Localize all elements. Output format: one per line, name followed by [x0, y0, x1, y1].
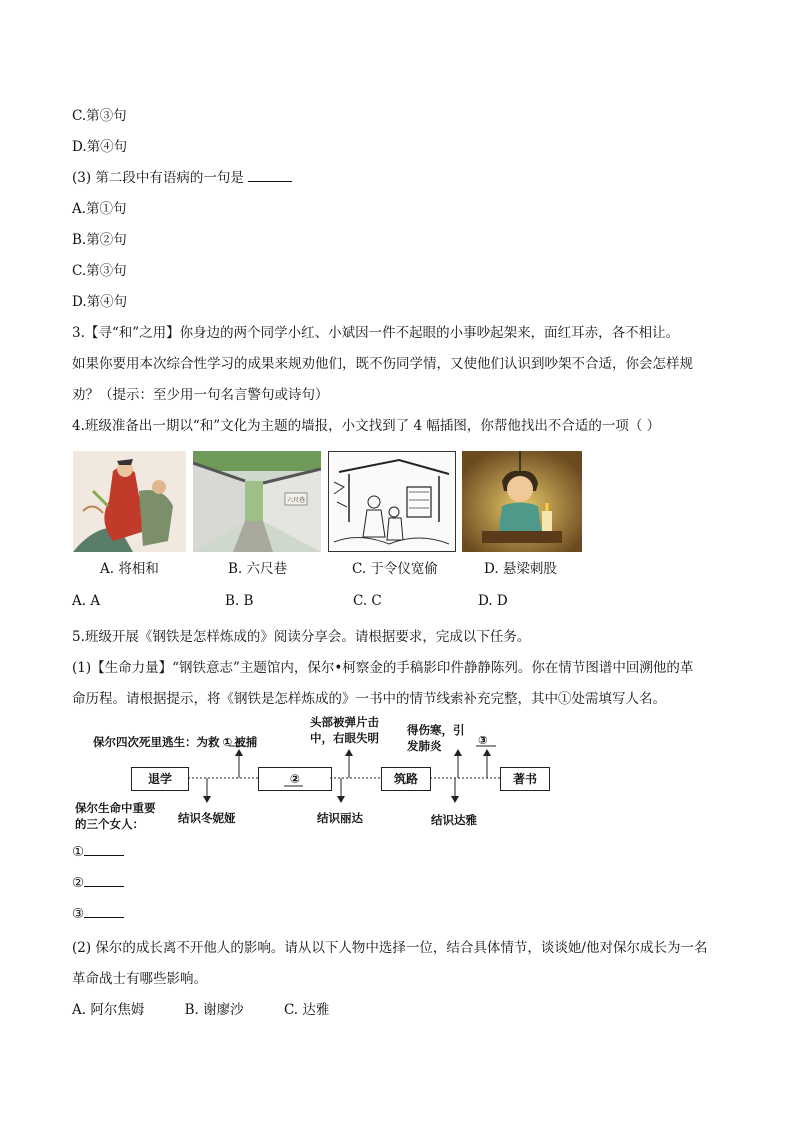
answer-blank-3[interactable]: [84, 905, 124, 918]
q5-sub1-line-1: (1)【生命力量】“钢铁意志”主题馆内，保尔•柯察金的手稿影印件静静陈列。你在情节图谱中回溯他的革: [72, 660, 694, 676]
alley-sign-text: 六尺巷: [286, 497, 306, 504]
diagram-box-road-building: 筑路: [381, 767, 431, 791]
q4-option-a[interactable]: A. A: [72, 593, 101, 609]
choice-taya[interactable]: C. 达雅: [283, 1002, 330, 1018]
answer-line-2: ②: [72, 874, 124, 891]
q2-sub3-option-d: D.第④句: [72, 294, 128, 310]
diagram-meet-rita: 结识丽达: [317, 811, 363, 825]
diagram-box-dropout: 退学: [131, 767, 189, 791]
choice-seryozha[interactable]: B. 谢廖沙: [184, 1002, 244, 1018]
diagram-box-blank-2[interactable]: ②: [258, 767, 332, 791]
q2-option-d: D.第④句: [72, 139, 128, 155]
caption-d: D. 悬梁刺股: [484, 561, 557, 577]
diagram-typhoid-1: 得伤寒，引: [407, 723, 465, 737]
q2-sub3-option-b: B.第②句: [72, 232, 127, 248]
q3-line-2: 如果你要用本次综合性学习的成果来规劝他们，既不伤同学情，又使他们认识到吵架不合适，你会怎样规: [72, 356, 693, 372]
q5-stem: 5.班级开展《钢铁是怎样炼成的》阅读分享会。请根据要求，完成以下任务。: [72, 629, 531, 645]
diagram-escape-label: 保尔四次死里逃生：为救 ① 被捕: [93, 735, 258, 749]
caption-a: A. 将相和: [100, 561, 159, 577]
diagram-box-writing: 著书: [500, 767, 550, 791]
diagram-head-injury-1: 头部被弹片击: [310, 715, 379, 729]
q4-option-c[interactable]: C. C: [353, 593, 382, 609]
q4-stem: 4.班级准备出一期以“和”文化为主题的墙报，小文找到了 4 幅插图，你帮他找出不合适的一项（ ）: [72, 418, 661, 434]
diagram-meet-taya: 结识达雅: [431, 813, 477, 827]
diagram-meet-tonya: 结识冬妮娅: [178, 811, 236, 825]
q3-line-1: 3.【寻“和”之用】你身边的两个同学小红、小斌因一件不起眼的小事吵起架来，面红耳赤，各不相让。: [72, 325, 680, 341]
diagram-mark-1[interactable]: ①: [222, 735, 233, 749]
q4-option-b[interactable]: B. B: [225, 593, 254, 609]
answer-blank-2[interactable]: [84, 874, 124, 887]
diagram-mark-3[interactable]: ③: [478, 733, 488, 747]
q3-line-3: 劝？（提示：至少用一句名言警句或诗句）: [72, 387, 329, 403]
caption-b: B. 六尺巷: [228, 561, 288, 577]
q4-option-d[interactable]: D. D: [478, 593, 508, 609]
q5-sub2-line-1: (2) 保尔的成长离不开他人的影响。请从以下人物中选择一位，结合具体情节，谈谈她/他对保尔成长为一名: [72, 940, 708, 956]
q2-sub3-option-c: C.第③句: [72, 263, 127, 279]
answer-line-3: ③: [72, 905, 124, 922]
diagram-women-label-1: 保尔生命中重要: [75, 801, 156, 815]
q5-sub1-line-2: 命历程。请根据提示，将《钢铁是怎样炼成的》一书中的情节线索补充完整，其中①处需填写人名。: [72, 691, 666, 707]
diagram-head-injury-2: 中，右眼失明: [310, 731, 379, 745]
diagram-women-label-2: 的三个女人：: [75, 817, 144, 831]
q5-choices: [72, 998, 329, 1018]
q5-sub2-line-2: 革命战士有哪些影响。: [72, 971, 207, 987]
q2-sub3-option-a: A.第①句: [72, 201, 127, 217]
caption-c: C. 于令仪宽偷: [352, 561, 438, 577]
answer-blank-1[interactable]: [84, 843, 124, 856]
q2-sub3-stem: (3) 第二段中有语病的一句是: [72, 166, 292, 186]
choice-artyom[interactable]: A. 阿尔焦姆: [72, 1002, 145, 1018]
diagram-typhoid-2: 发肺炎: [407, 739, 442, 753]
answer-line-1: ①: [72, 843, 124, 860]
q2-option-c: C.第③句: [72, 108, 127, 124]
